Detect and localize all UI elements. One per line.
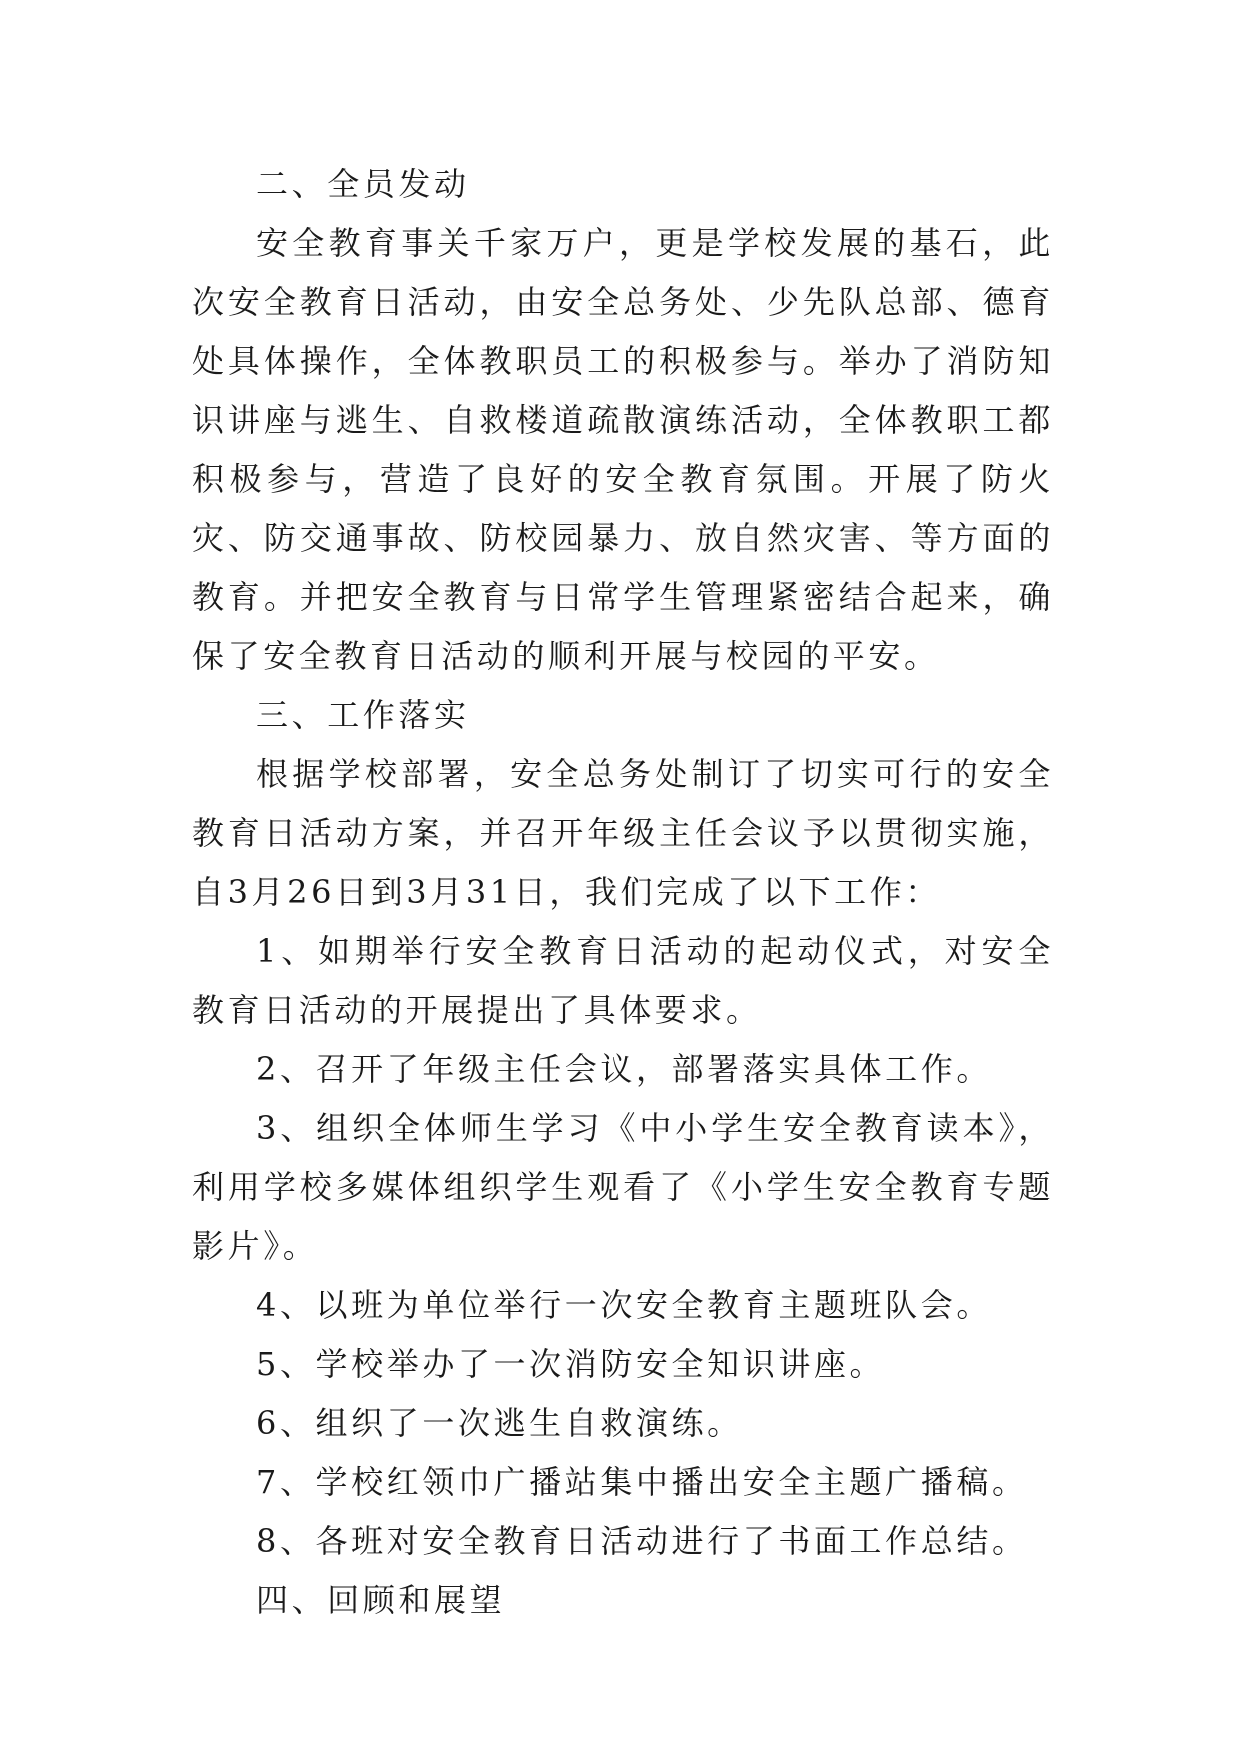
list-item-5: 5、学校举办了一次消防安全知识讲座。 — [256, 1345, 886, 1383]
list-item-6: 6、组织了一次逃生自救演练。 — [256, 1404, 743, 1442]
paragraph-mobilization: 安全教育事关千家万户，更是学校发展的基石，此次安全教育日活动，由安全总务处、少先队总部、德育处具体操作，全体教职员工的积极参与。举办了消防知识讲座与逃生、自救楼道疏散演练活动，全体教职工都积极参与，营造了良好的安全教育氛围。开展了防火灾、防交通事故、防校园暴力、放自然灾害、等方面的教育。并把安全教育与日常学生管理紧密结合起来，确保了安全教育日活动的顺利开展与校园的平安。 — [192, 224, 1054, 675]
paragraph-implementation: 根据学校部署，安全总务处制订了切实可行的安全教育日活动方案，并召开年级主任会议予以贯彻实施，自3月26日到3月31日，我们完成了以下工作： — [192, 755, 1054, 911]
list-item-4: 4、以班为单位举行一次安全教育主题班队会。 — [256, 1286, 992, 1324]
section-heading-mobilization: 二、全员发动 — [256, 165, 470, 203]
list-item-7: 7、学校红领巾广播站集中播出安全主题广播稿。 — [256, 1463, 1028, 1501]
list-item-8: 8、各班对安全教育日活动进行了书面工作总结。 — [256, 1522, 1028, 1560]
document-body — [192, 155, 1054, 1630]
list-item-3: 3、组织全体师生学习《中小学生安全教育读本》，利用学校多媒体组织学生观看了《小学生安全教育专题影片》。 — [192, 1109, 1054, 1265]
list-item-1: 1、如期举行安全教育日活动的起动仪式，对安全教育日活动的开展提出了具体要求。 — [192, 932, 1054, 1029]
list-item-2: 2、召开了年级主任会议，部署落实具体工作。 — [256, 1050, 992, 1088]
section-heading-review: 四、回顾和展望 — [256, 1581, 506, 1619]
section-heading-implementation: 三、工作落实 — [256, 696, 470, 734]
